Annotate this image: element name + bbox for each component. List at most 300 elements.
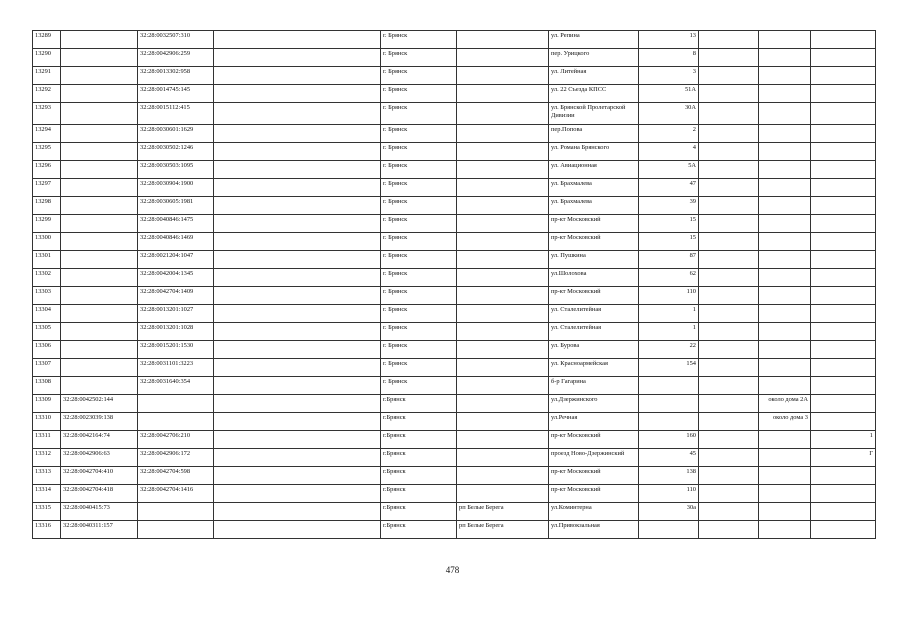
record-number-cell: 13302: [33, 269, 61, 287]
street-cell: пр-кт Московский: [549, 485, 639, 503]
record-number-cell: 13309: [33, 395, 61, 413]
extra-cell: [811, 179, 876, 197]
table-row: [33, 485, 876, 503]
empty-cell: [214, 143, 381, 161]
city-cell: г. Брянск: [381, 179, 457, 197]
extra-cell: [811, 323, 876, 341]
record-number-cell: 13312: [33, 449, 61, 467]
location-note-cell: [759, 31, 811, 49]
building-cell: [699, 49, 759, 67]
extra-cell: [811, 197, 876, 215]
record-number-cell: 13314: [33, 485, 61, 503]
extra-cell: [811, 143, 876, 161]
street-cell: ул. Сталелитейная: [549, 305, 639, 323]
land-cadastral-number-cell: [61, 85, 138, 103]
record-number-cell: 13297: [33, 179, 61, 197]
table-row: [33, 395, 876, 413]
settlement-cell: [457, 179, 549, 197]
building-cell: [699, 305, 759, 323]
building-cadastral-number-cell: [138, 503, 214, 521]
street-cell: ул. 22 Съезда КПСС: [549, 85, 639, 103]
land-cadastral-number-cell: 32:28:0042906:63: [61, 449, 138, 467]
empty-cell: [214, 179, 381, 197]
record-number-cell: 13300: [33, 233, 61, 251]
location-note-cell: [759, 161, 811, 179]
land-cadastral-number-cell: 32:28:0023039:138: [61, 413, 138, 431]
settlement-cell: [457, 49, 549, 67]
city-cell: г. Брянск: [381, 67, 457, 85]
location-note-cell: [759, 341, 811, 359]
building-cell: [699, 31, 759, 49]
building-cadastral-number-cell: 32:28:0042906:172: [138, 449, 214, 467]
empty-cell: [214, 431, 381, 449]
building-cell: [699, 467, 759, 485]
settlement-cell: [457, 67, 549, 85]
city-cell: г. Брянск: [381, 323, 457, 341]
extra-cell: [811, 341, 876, 359]
land-cadastral-number-cell: [61, 215, 138, 233]
house-number-cell: [639, 395, 699, 413]
empty-cell: [214, 503, 381, 521]
record-number-cell: 13293: [33, 103, 61, 125]
street-cell: ул. Пушкина: [549, 251, 639, 269]
street-cell: ул. Репина: [549, 31, 639, 49]
settlement-cell: [457, 395, 549, 413]
building-cadastral-number-cell: 32:28:0032507:310: [138, 31, 214, 49]
table-row: [33, 31, 876, 49]
street-cell: ул. Сталелитейная: [549, 323, 639, 341]
location-note-cell: [759, 449, 811, 467]
city-cell: г. Брянск: [381, 251, 457, 269]
record-number-cell: 13291: [33, 67, 61, 85]
table-row: [33, 179, 876, 197]
empty-cell: [214, 269, 381, 287]
table-row: [33, 305, 876, 323]
house-number-cell: 87: [639, 251, 699, 269]
land-cadastral-number-cell: 32:28:0040415:73: [61, 503, 138, 521]
page-number: 478: [445, 565, 460, 575]
table-row: [33, 143, 876, 161]
record-number-cell: 13311: [33, 431, 61, 449]
extra-cell: [811, 215, 876, 233]
location-note-cell: [759, 179, 811, 197]
extra-cell: [811, 359, 876, 377]
extra-cell: [811, 161, 876, 179]
city-cell: г. Брянск: [381, 305, 457, 323]
record-number-cell: 13289: [33, 31, 61, 49]
building-cadastral-number-cell: 32:28:0042704:1416: [138, 485, 214, 503]
land-cadastral-number-cell: 32:28:0042704:410: [61, 467, 138, 485]
street-cell: пер.Попова: [549, 125, 639, 143]
extra-cell: [811, 251, 876, 269]
house-number-cell: 3: [639, 67, 699, 85]
empty-cell: [214, 125, 381, 143]
location-note-cell: [759, 49, 811, 67]
registry-body: [33, 31, 876, 539]
table-row: [33, 197, 876, 215]
street-cell: ул. Бурова: [549, 341, 639, 359]
extra-cell: [811, 413, 876, 431]
table-row: [33, 269, 876, 287]
land-cadastral-number-cell: [61, 161, 138, 179]
settlement-cell: [457, 233, 549, 251]
record-number-cell: 13301: [33, 251, 61, 269]
settlement-cell: рп Белые Берега: [457, 521, 549, 539]
house-number-cell: 110: [639, 287, 699, 305]
settlement-cell: [457, 197, 549, 215]
house-number-cell: 154: [639, 359, 699, 377]
building-cell: [699, 449, 759, 467]
building-cell: [699, 395, 759, 413]
building-cadastral-number-cell: 32:28:0030605:1981: [138, 197, 214, 215]
settlement-cell: [457, 359, 549, 377]
street-cell: ул.Привокзальная: [549, 521, 639, 539]
location-note-cell: [759, 431, 811, 449]
house-number-cell: 110: [639, 485, 699, 503]
empty-cell: [214, 323, 381, 341]
city-cell: г.Брянск: [381, 467, 457, 485]
settlement-cell: [457, 269, 549, 287]
table-row: [33, 341, 876, 359]
city-cell: г. Брянск: [381, 103, 457, 125]
house-number-cell: 45: [639, 449, 699, 467]
building-cadastral-number-cell: 32:28:0015201:1530: [138, 341, 214, 359]
empty-cell: [214, 85, 381, 103]
empty-cell: [214, 31, 381, 49]
location-note-cell: около дома 2А: [759, 395, 811, 413]
settlement-cell: [457, 287, 549, 305]
empty-cell: [214, 485, 381, 503]
building-cell: [699, 485, 759, 503]
building-cadastral-number-cell: 32:28:0014745:145: [138, 85, 214, 103]
location-note-cell: около дома 3: [759, 413, 811, 431]
extra-cell: [811, 269, 876, 287]
extra-cell: [811, 305, 876, 323]
building-cadastral-number-cell: 32:28:0042706:210: [138, 431, 214, 449]
table-row: [33, 215, 876, 233]
land-cadastral-number-cell: 32:28:0042502:144: [61, 395, 138, 413]
house-number-cell: 138: [639, 467, 699, 485]
city-cell: г. Брянск: [381, 143, 457, 161]
table-row: [33, 49, 876, 67]
settlement-cell: [457, 31, 549, 49]
building-cell: [699, 413, 759, 431]
city-cell: г. Брянск: [381, 125, 457, 143]
land-cadastral-number-cell: [61, 269, 138, 287]
settlement-cell: [457, 431, 549, 449]
record-number-cell: 13306: [33, 341, 61, 359]
empty-cell: [214, 161, 381, 179]
city-cell: г.Брянск: [381, 503, 457, 521]
settlement-cell: [457, 467, 549, 485]
record-number-cell: 13292: [33, 85, 61, 103]
street-cell: ул. Авиационная: [549, 161, 639, 179]
house-number-cell: 2: [639, 125, 699, 143]
building-cell: [699, 377, 759, 395]
building-cell: [699, 85, 759, 103]
settlement-cell: рп Белые Берега: [457, 503, 549, 521]
table-row: [33, 85, 876, 103]
house-number-cell: 8: [639, 49, 699, 67]
extra-cell: [811, 395, 876, 413]
empty-cell: [214, 251, 381, 269]
empty-cell: [214, 521, 381, 539]
building-cadastral-number-cell: 32:28:0042906:259: [138, 49, 214, 67]
land-cadastral-number-cell: [61, 125, 138, 143]
land-cadastral-number-cell: [61, 305, 138, 323]
extra-cell: [811, 49, 876, 67]
city-cell: г. Брянск: [381, 377, 457, 395]
empty-cell: [214, 377, 381, 395]
location-note-cell: [759, 485, 811, 503]
empty-cell: [214, 215, 381, 233]
city-cell: г.Брянск: [381, 395, 457, 413]
building-cell: [699, 251, 759, 269]
record-number-cell: 13303: [33, 287, 61, 305]
record-number-cell: 13308: [33, 377, 61, 395]
city-cell: г.Брянск: [381, 413, 457, 431]
city-cell: г.Брянск: [381, 449, 457, 467]
land-cadastral-number-cell: 32:28:0042164:74: [61, 431, 138, 449]
land-cadastral-number-cell: [61, 323, 138, 341]
record-number-cell: 13295: [33, 143, 61, 161]
record-number-cell: 13316: [33, 521, 61, 539]
record-number-cell: 13296: [33, 161, 61, 179]
house-number-cell: 30а: [639, 503, 699, 521]
location-note-cell: [759, 251, 811, 269]
settlement-cell: [457, 125, 549, 143]
land-cadastral-number-cell: 32:28:0042704:418: [61, 485, 138, 503]
location-note-cell: [759, 125, 811, 143]
building-cell: [699, 269, 759, 287]
land-cadastral-number-cell: [61, 287, 138, 305]
building-cell: [699, 197, 759, 215]
empty-cell: [214, 395, 381, 413]
location-note-cell: [759, 467, 811, 485]
table-row: [33, 233, 876, 251]
settlement-cell: [457, 449, 549, 467]
street-cell: пр-кт Московский: [549, 287, 639, 305]
building-cell: [699, 233, 759, 251]
extra-cell: [811, 521, 876, 539]
location-note-cell: [759, 85, 811, 103]
building-cadastral-number-cell: 32:28:0030502:1246: [138, 143, 214, 161]
building-cell: [699, 143, 759, 161]
house-number-cell: 22: [639, 341, 699, 359]
city-cell: г.Брянск: [381, 485, 457, 503]
table-row: [33, 125, 876, 143]
building-cadastral-number-cell: 32:28:0042704:1409: [138, 287, 214, 305]
record-number-cell: 13298: [33, 197, 61, 215]
location-note-cell: [759, 323, 811, 341]
building-cell: [699, 161, 759, 179]
land-cadastral-number-cell: [61, 197, 138, 215]
street-cell: ул. Романа Брянского: [549, 143, 639, 161]
house-number-cell: 62: [639, 269, 699, 287]
street-cell: ул.Дзержинского: [549, 395, 639, 413]
house-number-cell: [639, 521, 699, 539]
house-number-cell: 39: [639, 197, 699, 215]
house-number-cell: [639, 413, 699, 431]
empty-cell: [214, 467, 381, 485]
record-number-cell: 13304: [33, 305, 61, 323]
street-cell: пер. Урицкого: [549, 49, 639, 67]
extra-cell: [811, 485, 876, 503]
street-cell: пр-кт Московский: [549, 215, 639, 233]
land-cadastral-number-cell: [61, 67, 138, 85]
location-note-cell: [759, 233, 811, 251]
city-cell: г. Брянск: [381, 233, 457, 251]
street-cell: ул.Коминтерна: [549, 503, 639, 521]
extra-cell: [811, 503, 876, 521]
extra-cell: Г: [811, 449, 876, 467]
table-row: [33, 467, 876, 485]
building-cell: [699, 103, 759, 125]
location-note-cell: [759, 359, 811, 377]
table-row: [33, 503, 876, 521]
location-note-cell: [759, 143, 811, 161]
building-cadastral-number-cell: 32:28:0013201:1027: [138, 305, 214, 323]
extra-cell: [811, 233, 876, 251]
location-note-cell: [759, 377, 811, 395]
location-note-cell: [759, 197, 811, 215]
city-cell: г. Брянск: [381, 341, 457, 359]
street-cell: ул. Красноармейская: [549, 359, 639, 377]
extra-cell: [811, 287, 876, 305]
street-cell: б-р Гагарина: [549, 377, 639, 395]
record-number-cell: 13307: [33, 359, 61, 377]
land-cadastral-number-cell: [61, 233, 138, 251]
city-cell: г. Брянск: [381, 287, 457, 305]
land-cadastral-number-cell: [61, 103, 138, 125]
house-number-cell: 5А: [639, 161, 699, 179]
building-cell: [699, 179, 759, 197]
city-cell: г. Брянск: [381, 359, 457, 377]
building-cadastral-number-cell: 32:28:0021204:1047: [138, 251, 214, 269]
record-number-cell: 13310: [33, 413, 61, 431]
land-cadastral-number-cell: [61, 143, 138, 161]
location-note-cell: [759, 305, 811, 323]
extra-cell: 1: [811, 431, 876, 449]
city-cell: г. Брянск: [381, 49, 457, 67]
record-number-cell: 13305: [33, 323, 61, 341]
building-cadastral-number-cell: 32:28:0042004:1345: [138, 269, 214, 287]
settlement-cell: [457, 103, 549, 125]
street-cell: ул. Брахмалева: [549, 197, 639, 215]
table-row: [33, 413, 876, 431]
settlement-cell: [457, 251, 549, 269]
land-cadastral-number-cell: 32:28:0040311:157: [61, 521, 138, 539]
empty-cell: [214, 359, 381, 377]
settlement-cell: [457, 161, 549, 179]
building-cadastral-number-cell: 32:28:0030601:1629: [138, 125, 214, 143]
building-cell: [699, 341, 759, 359]
location-note-cell: [759, 503, 811, 521]
location-note-cell: [759, 287, 811, 305]
table-row: [33, 359, 876, 377]
building-cell: [699, 67, 759, 85]
land-cadastral-number-cell: [61, 49, 138, 67]
table-row: [33, 449, 876, 467]
city-cell: г.Брянск: [381, 431, 457, 449]
extra-cell: [811, 467, 876, 485]
land-cadastral-number-cell: [61, 31, 138, 49]
settlement-cell: [457, 413, 549, 431]
empty-cell: [214, 305, 381, 323]
land-cadastral-number-cell: [61, 251, 138, 269]
building-cadastral-number-cell: 32:28:0030503:1095: [138, 161, 214, 179]
city-cell: г. Брянск: [381, 215, 457, 233]
building-cadastral-number-cell: 32:28:0030904:1900: [138, 179, 214, 197]
house-number-cell: 15: [639, 215, 699, 233]
city-cell: г. Брянск: [381, 269, 457, 287]
city-cell: г. Брянск: [381, 85, 457, 103]
house-number-cell: 13: [639, 31, 699, 49]
house-number-cell: 4: [639, 143, 699, 161]
address-registry-table: [32, 30, 876, 539]
settlement-cell: [457, 143, 549, 161]
record-number-cell: 13290: [33, 49, 61, 67]
land-cadastral-number-cell: [61, 179, 138, 197]
building-cadastral-number-cell: 32:28:0013201:1028: [138, 323, 214, 341]
building-cadastral-number-cell: 32:28:0031640:354: [138, 377, 214, 395]
house-number-cell: 160: [639, 431, 699, 449]
street-cell: пр-кт Московский: [549, 467, 639, 485]
land-cadastral-number-cell: [61, 377, 138, 395]
table-row: [33, 287, 876, 305]
building-cell: [699, 431, 759, 449]
empty-cell: [214, 449, 381, 467]
building-cell: [699, 287, 759, 305]
registry-sheet: [32, 30, 875, 539]
table-row: [33, 67, 876, 85]
house-number-cell: 51А: [639, 85, 699, 103]
building-cadastral-number-cell: 32:28:0031101:3223: [138, 359, 214, 377]
street-cell: ул.Шолохова: [549, 269, 639, 287]
settlement-cell: [457, 305, 549, 323]
building-cell: [699, 359, 759, 377]
building-cadastral-number-cell: [138, 413, 214, 431]
city-cell: г. Брянск: [381, 31, 457, 49]
empty-cell: [214, 103, 381, 125]
building-cadastral-number-cell: 32:28:0040846:1469: [138, 233, 214, 251]
street-cell: пр-кт Московский: [549, 431, 639, 449]
record-number-cell: 13294: [33, 125, 61, 143]
table-row: [33, 431, 876, 449]
city-cell: г.Брянск: [381, 521, 457, 539]
settlement-cell: [457, 485, 549, 503]
land-cadastral-number-cell: [61, 341, 138, 359]
house-number-cell: 1: [639, 305, 699, 323]
city-cell: г. Брянск: [381, 161, 457, 179]
extra-cell: [811, 31, 876, 49]
empty-cell: [214, 67, 381, 85]
empty-cell: [214, 197, 381, 215]
house-number-cell: [639, 377, 699, 395]
house-number-cell: 30А: [639, 103, 699, 125]
house-number-cell: 47: [639, 179, 699, 197]
table-row: [33, 377, 876, 395]
building-cadastral-number-cell: 32:28:0040846:1475: [138, 215, 214, 233]
street-cell: ул. Брахмалева: [549, 179, 639, 197]
building-cadastral-number-cell: 32:28:0015112:415: [138, 103, 214, 125]
building-cell: [699, 323, 759, 341]
street-cell: пр-кт Московский: [549, 233, 639, 251]
building-cell: [699, 503, 759, 521]
building-cadastral-number-cell: 32:28:0042704:598: [138, 467, 214, 485]
extra-cell: [811, 103, 876, 125]
settlement-cell: [457, 323, 549, 341]
